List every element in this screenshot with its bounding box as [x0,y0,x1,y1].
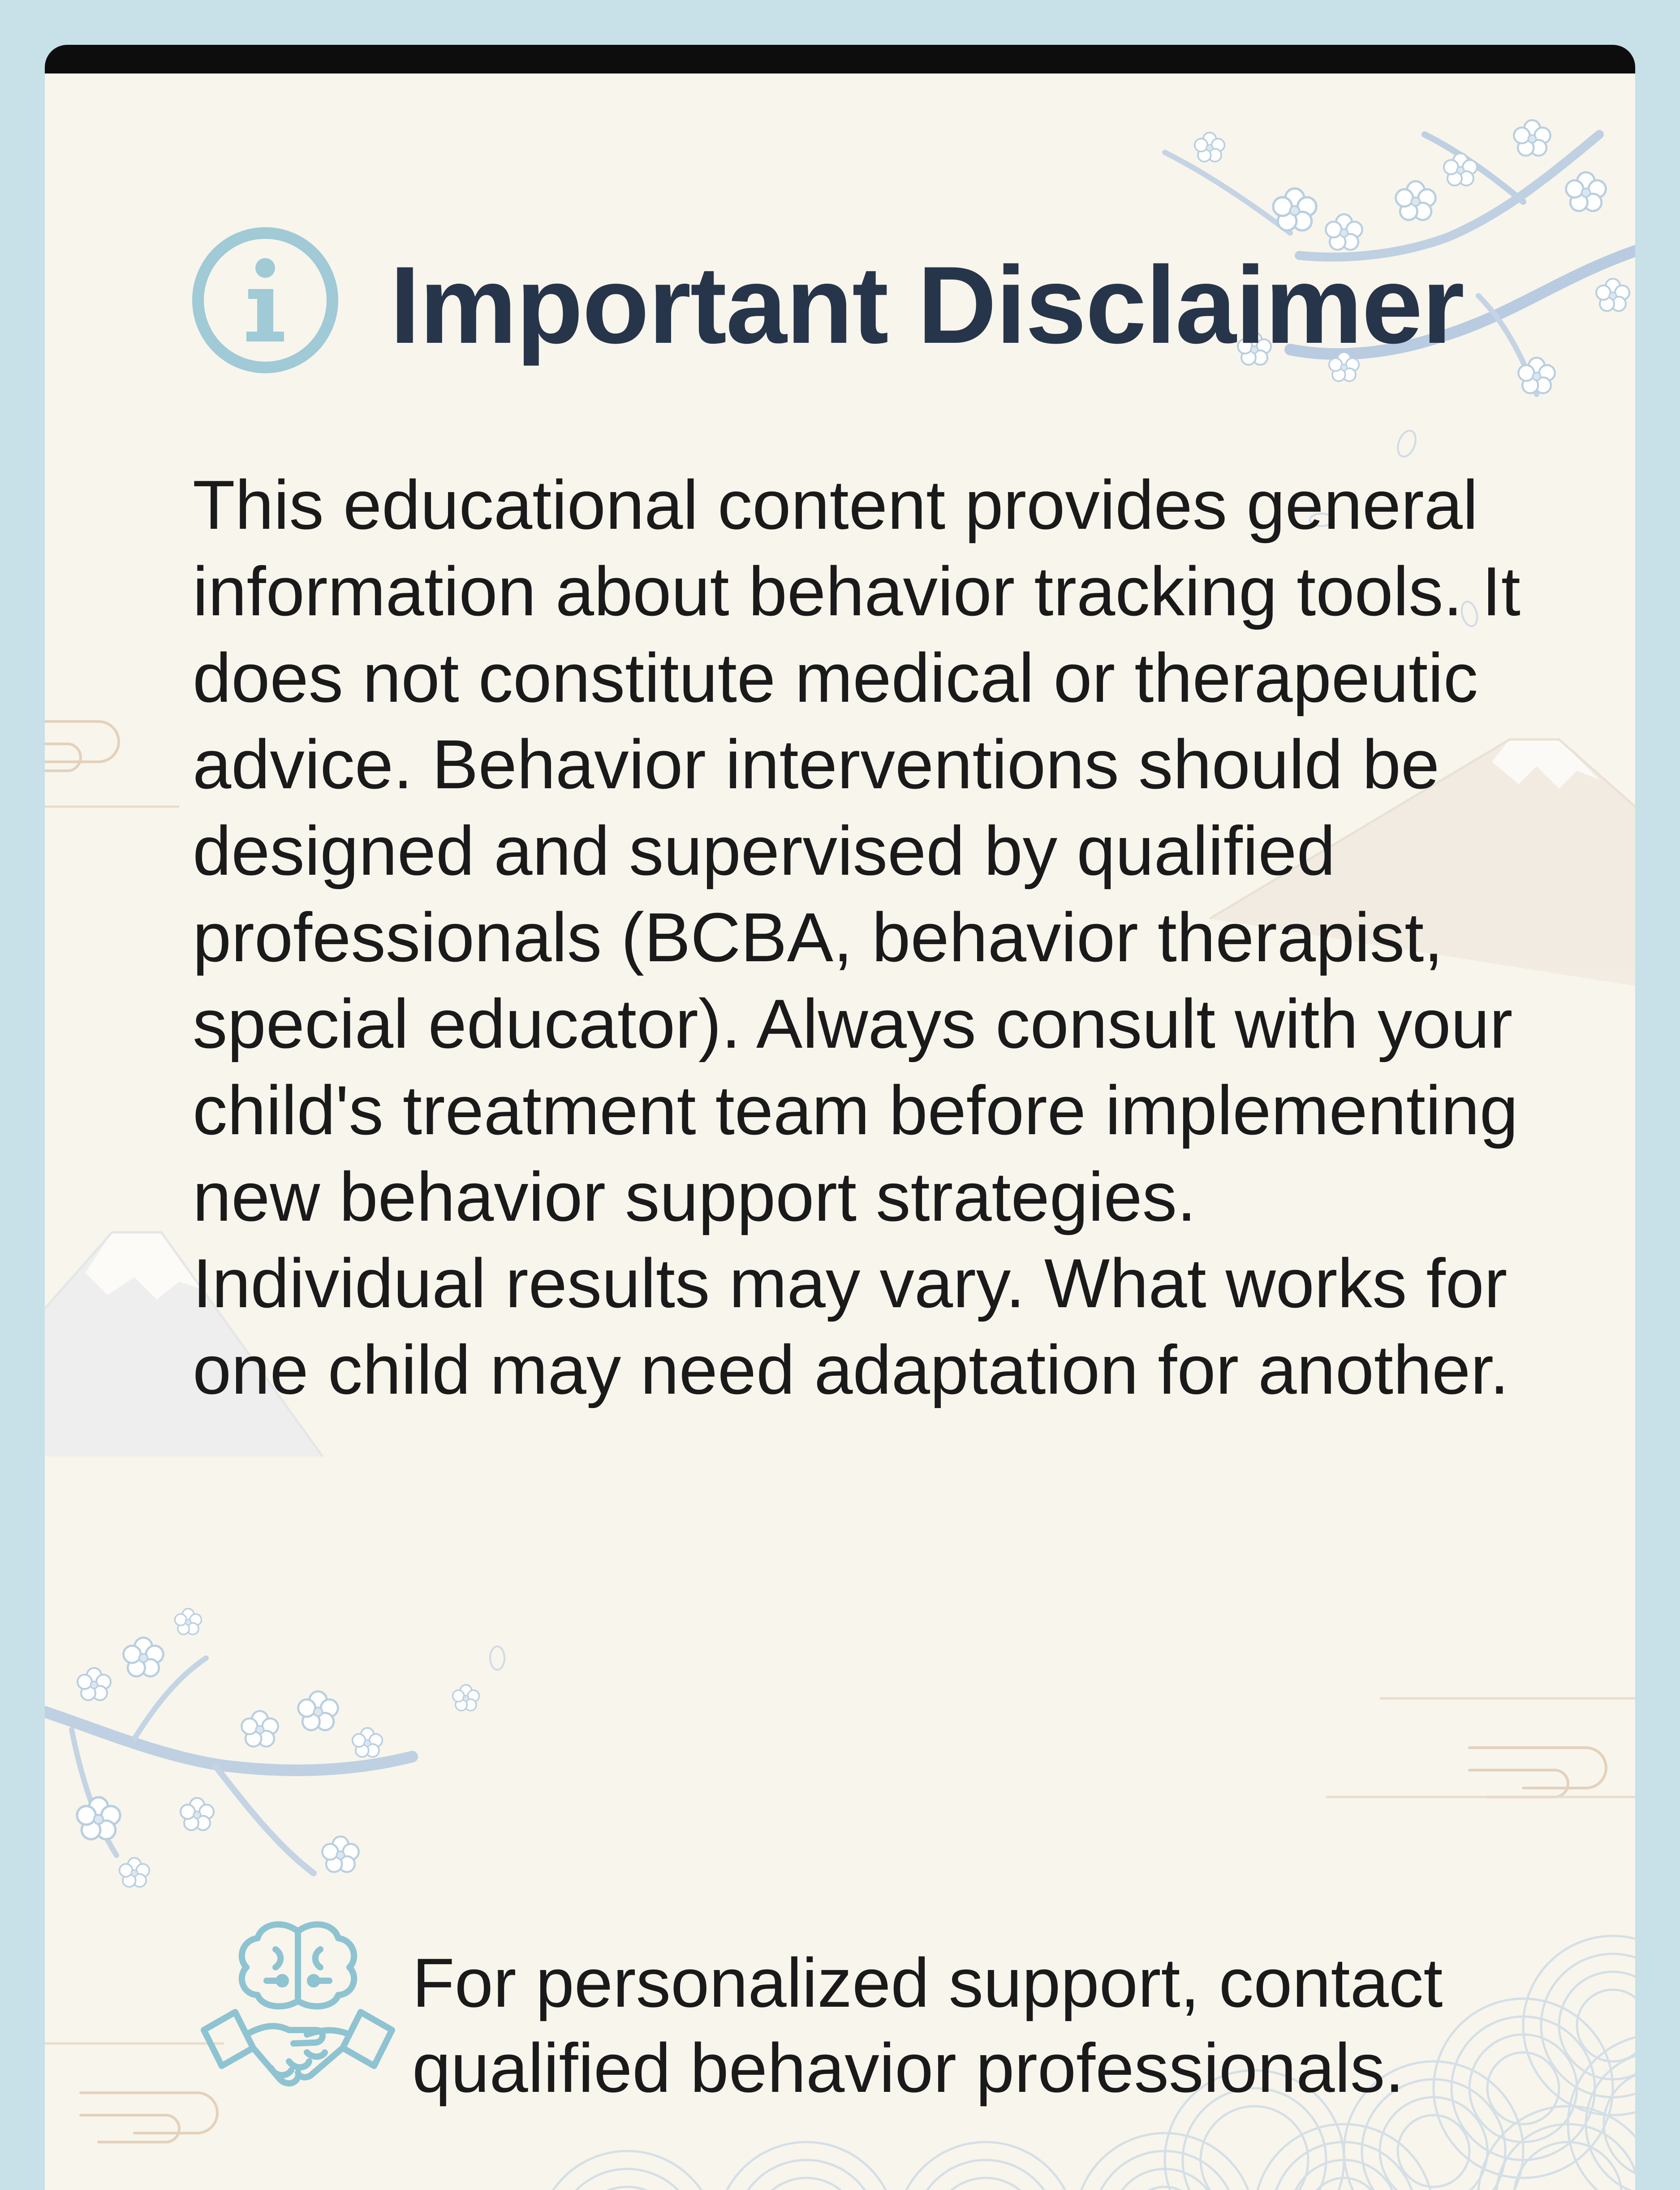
disclaimer-paragraph: This educational content provides general information about behavior tracking tools. It does not constitute medical or therapeutic advice. Behavior interventions should be designed and supervised by qualified professionals (BCBA, behavior therapist, special educator). Always consult with your child's treatment team before implementing new behavior support strategies. [193,466,1521,1235]
brain-handshake-icon [186,1900,410,2124]
bottom-left-blossom-branch [45,1609,504,1887]
info-circle-icon [189,224,341,376]
disclaimer-card [45,45,1635,2190]
disclaimer-title: Important Disclaimer [390,243,1464,366]
support-contact-text: For personalized support, contact qualified behavior professionals. [412,1944,1443,2107]
disclaimer-paragraph: Individual results may vary. What works for one child may need adaptation for another. [193,1244,1509,1408]
disclaimer-body [193,462,1546,1413]
